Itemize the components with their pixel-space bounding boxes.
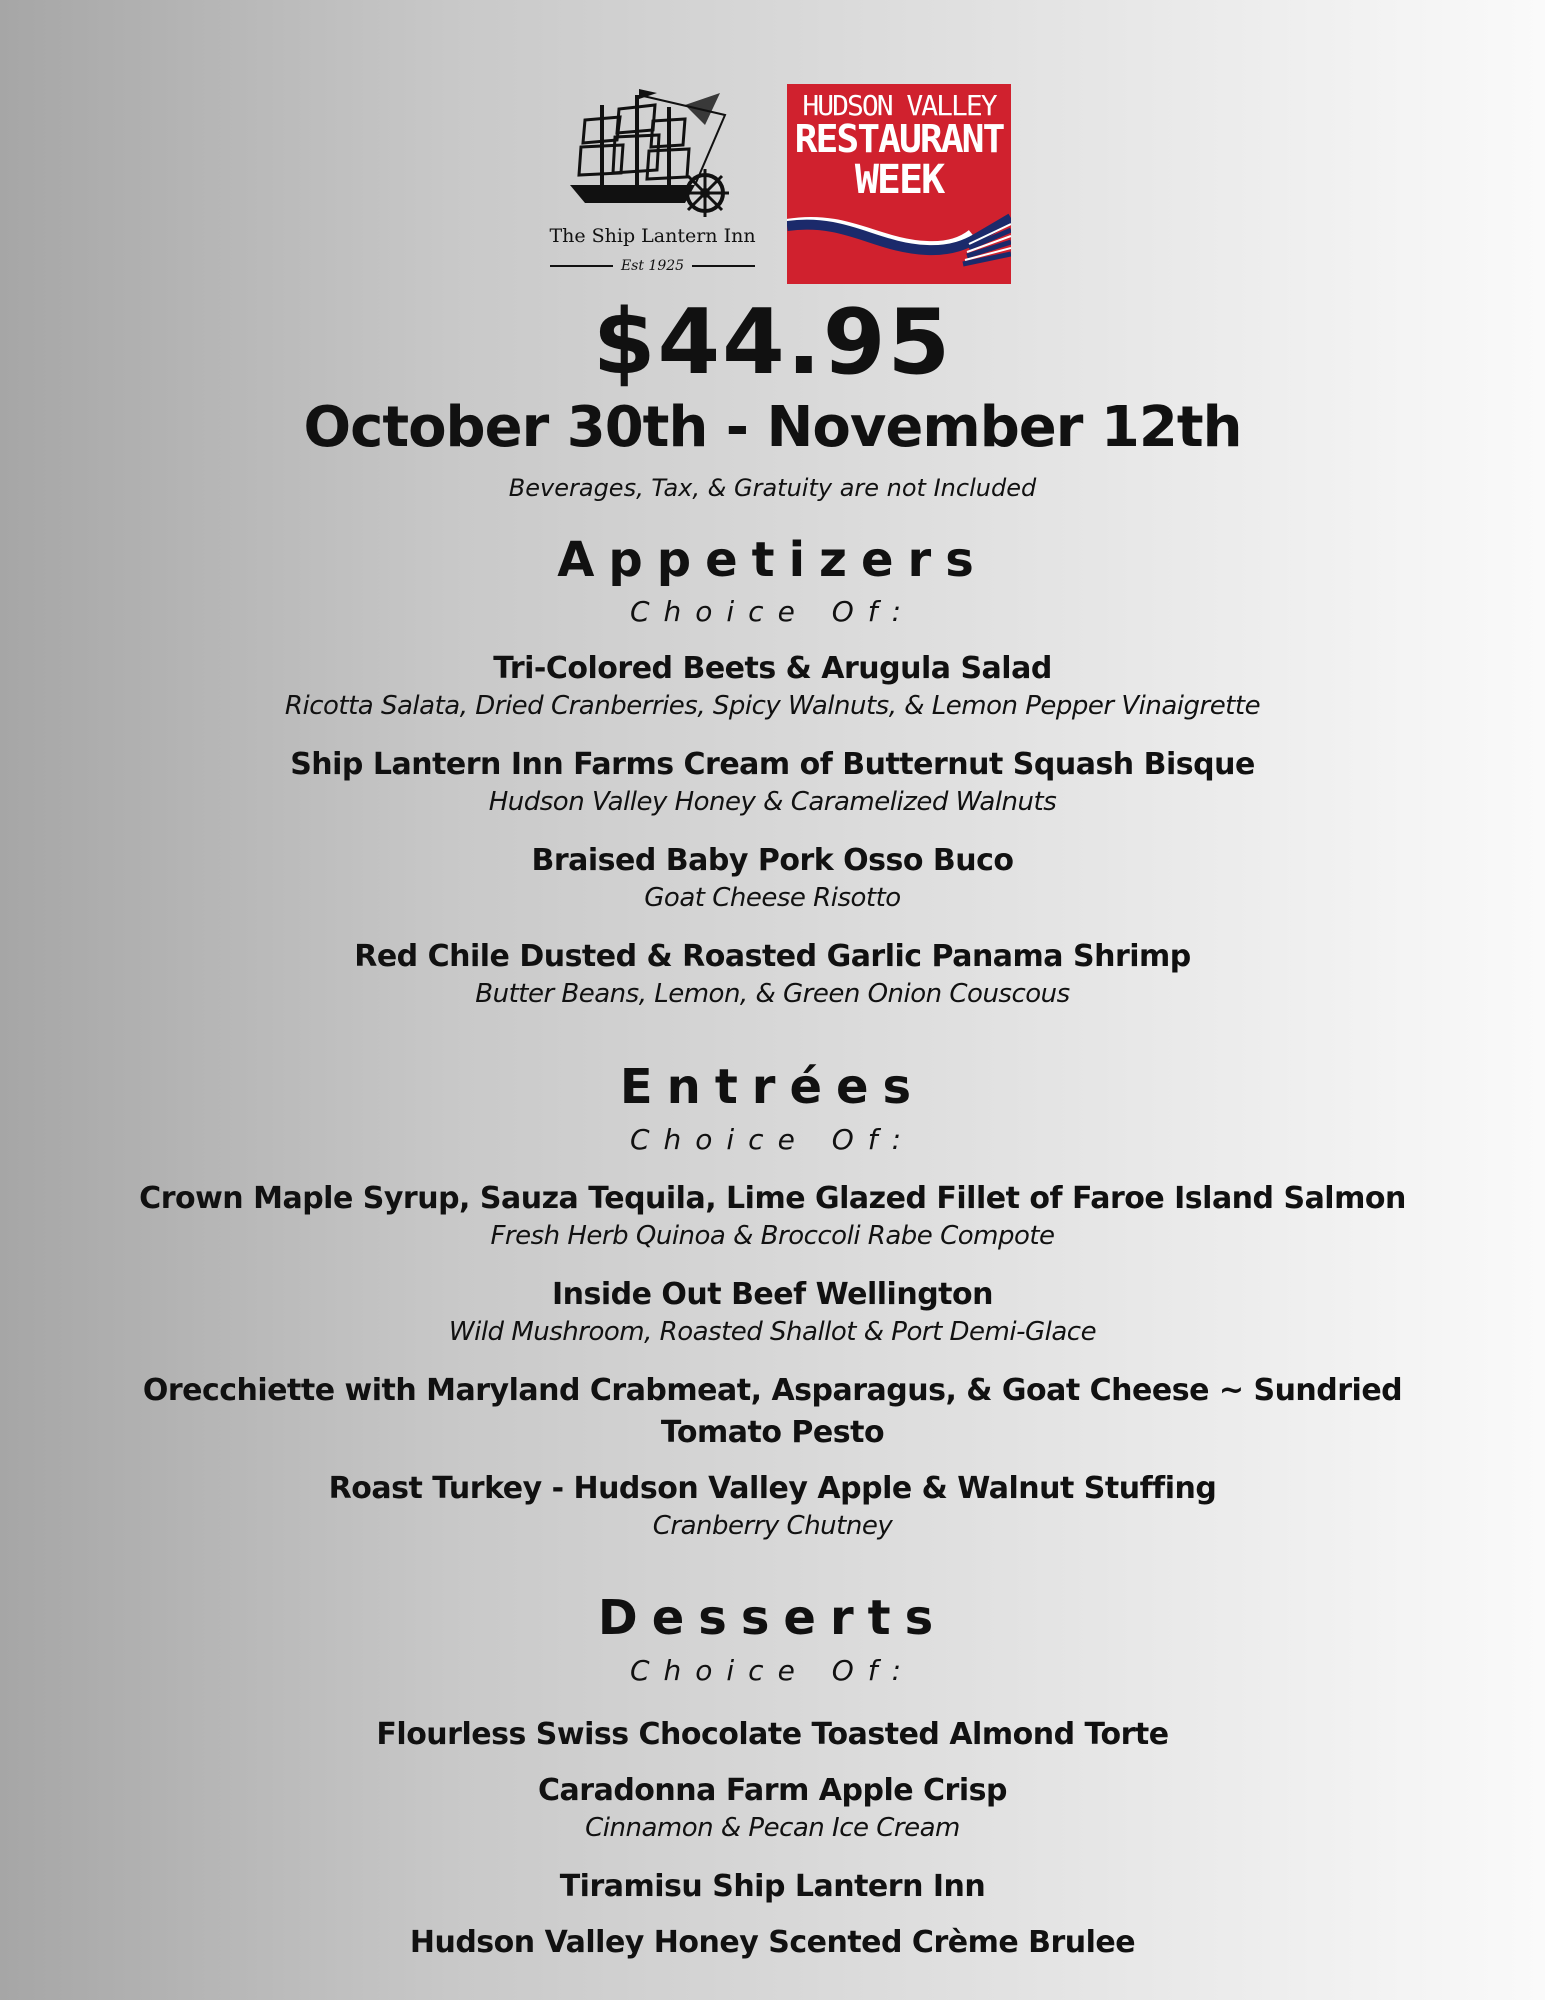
menu-item-desc: Cranberry Chutney (652, 1511, 893, 1541)
appetizers-subtitle: Choice Of: (629, 595, 916, 628)
menu-item-name: Roast Turkey - Hudson Valley Apple & Walnut Stuffing (328, 1471, 1217, 1506)
desserts-subtitle: Choice Of: (629, 1654, 916, 1687)
hvrw-line-2: RESTAURANT (794, 117, 1004, 161)
menu-item-name-continued: Tomato Pesto (660, 1415, 885, 1450)
menu-item-name: Inside Out Beef Wellington (552, 1277, 993, 1312)
divider (550, 265, 613, 267)
entrees-subtitle: Choice Of: (629, 1123, 916, 1156)
hudson-valley-restaurant-week-logo (787, 84, 1011, 284)
ship-icon (545, 85, 760, 220)
menu-item-name: Orecchiette with Maryland Crabmeat, Asparagus, & Goat Cheese ~ Sundried (142, 1373, 1403, 1408)
ship-est-text: Est 1925 (620, 258, 685, 274)
divider (692, 265, 755, 267)
menu-item-name: Flourless Swiss Chocolate Toasted Almond Torte (376, 1717, 1169, 1752)
pricing-note: Beverages, Tax, & Gratuity are not Included (508, 474, 1037, 502)
menu-item-name: Braised Baby Pork Osso Buco (531, 843, 1014, 878)
date-range: October 30th - November 12th (303, 395, 1242, 460)
price: $44.95 (592, 290, 953, 395)
menu-item-desc: Hudson Valley Honey & Caramelized Walnuts (488, 787, 1057, 817)
menu-item-desc: Goat Cheese Risotto (644, 883, 901, 913)
menu-item-name: Tri-Colored Beets & Arugula Salad (493, 651, 1052, 686)
menu-item-name: Red Chile Dusted & Roasted Garlic Panama Shrimp (354, 939, 1191, 974)
menu-item-name: Hudson Valley Honey Scented Crème Brulee (409, 1925, 1136, 1960)
appetizers-title: Appetizers (557, 532, 988, 588)
hvrw-line-3: WEEK (854, 157, 944, 203)
menu-item-name: Tiramisu Ship Lantern Inn (559, 1869, 986, 1904)
hvrw-line-1: HUDSON VALLEY (802, 89, 996, 122)
entrees-title: Entrées (619, 1059, 926, 1115)
desserts-title: Desserts (597, 1590, 948, 1646)
ship-lantern-inn-name: The Ship Lantern Inn (549, 225, 756, 247)
menu-item-name: Ship Lantern Inn Farms Cream of Butternut Squash Bisque (290, 747, 1255, 782)
menu-item-desc: Fresh Herb Quinoa & Broccoli Rabe Compote (490, 1221, 1055, 1251)
ship-lantern-inn-logo (545, 85, 760, 280)
menu-item-desc: Cinnamon & Pecan Ice Cream (585, 1813, 960, 1843)
fork-icon (787, 204, 1011, 284)
menu-item-desc: Ricotta Salata, Dried Cranberries, Spicy Walnuts, & Lemon Pepper Vinaigrette (284, 691, 1261, 721)
menu-item-desc: Butter Beans, Lemon, & Green Onion Couscous (475, 979, 1070, 1009)
menu-item-desc: Wild Mushroom, Roasted Shallot & Port Demi-Glace (448, 1317, 1097, 1347)
menu-item-name: Crown Maple Syrup, Sauza Tequila, Lime Glazed Fillet of Faroe Island Salmon (139, 1181, 1406, 1216)
ship-est-row (550, 255, 755, 277)
menu-item-name: Caradonna Farm Apple Crisp (538, 1773, 1007, 1808)
